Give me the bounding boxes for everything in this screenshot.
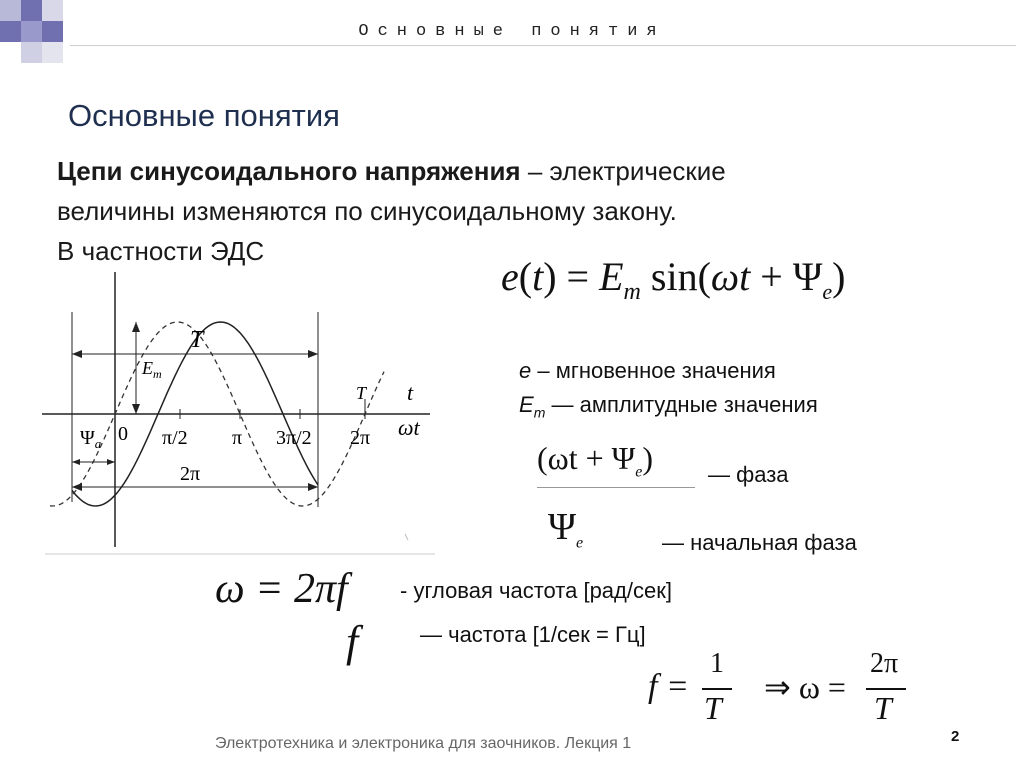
label-wt-axis: ωt	[398, 415, 420, 440]
def-instant: е – мгновенное значения	[519, 358, 776, 383]
def-frequency: — частота [1/сек = Гц]	[420, 622, 646, 647]
f-symbol: f	[346, 617, 359, 666]
initial-phase-symbol: $\Psi_e$	[548, 506, 584, 552]
fraction-T2: T	[874, 690, 892, 726]
label-t-axis: t	[407, 380, 414, 405]
tick-2pi: 2π	[350, 427, 371, 449]
def-phase: — фаза	[708, 462, 789, 487]
omega-formula: ω = 2πf	[215, 566, 348, 612]
paragraph-line-1	[57, 156, 726, 187]
sine-wave-graph	[40, 272, 440, 557]
def-initial-phase: — начальная фаза	[662, 530, 857, 555]
f-eq-label: f =	[648, 668, 689, 705]
phase-formula: $(\omega t + \Psi_e)$	[537, 440, 654, 481]
tick-3pi-2: 3π/2	[276, 427, 312, 449]
tick-0: 0	[118, 423, 128, 445]
def-amplitude: $E_m$ — амплитудные значения	[519, 392, 818, 421]
phase-underline	[537, 487, 695, 488]
term-bold: Цепи синусоидального напряжения	[57, 156, 521, 186]
main-formula: $e(t) = E_m$ $\sin(\omega t + \Psi_e)$	[501, 254, 846, 305]
fraction-one: 1	[710, 648, 724, 679]
paragraph-line-3: В частности ЭДС	[57, 236, 265, 266]
slide-title: Основные понятия	[68, 98, 340, 133]
paragraph-rest: – электрические	[520, 156, 726, 186]
arrow-omega: ⇒ ω =	[764, 669, 846, 705]
label-psi: $\Psi_a$	[80, 427, 102, 451]
tick-pi-2: π/2	[162, 427, 188, 449]
def-angular-frequency: - угловая частота [рад/сек]	[400, 578, 672, 603]
header-title: Основные понятия	[358, 22, 666, 41]
page-number: 2	[951, 728, 960, 745]
label-T-top: T	[190, 327, 204, 353]
span-2pi: 2π	[180, 463, 201, 485]
tick-pi: π	[232, 427, 243, 449]
fraction-2pi: 2π	[870, 648, 899, 679]
label-T-small: T	[356, 383, 367, 403]
footer-text: Электротехника и электроника для заочников. Лекция 1	[215, 735, 632, 752]
fraction-T1: T	[704, 690, 722, 726]
label-Em: $E_m$	[142, 358, 162, 381]
paragraph-line-2: величины изменяются по синусоидальному закону.	[57, 196, 677, 226]
